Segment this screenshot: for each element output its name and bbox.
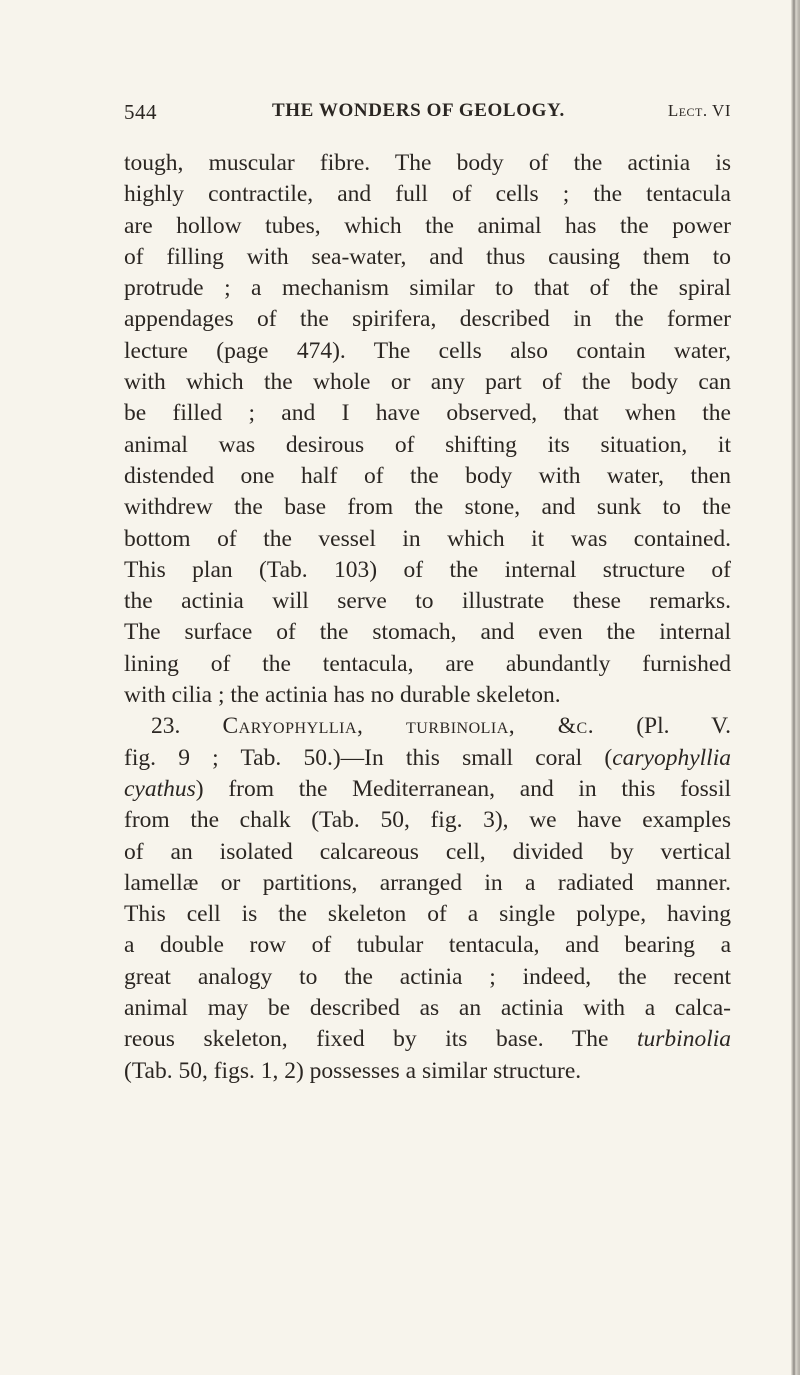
text-line: be filled ; and I have observed, that when the bbox=[124, 400, 731, 427]
page-edge bbox=[791, 0, 800, 1375]
section-heading-line: 23. Caryophyllia, turbinolia, &c. (Pl. V. bbox=[151, 713, 731, 740]
text-line: distended one half of the body with water, then bbox=[124, 462, 731, 489]
italic-term: caryophyllia bbox=[612, 744, 731, 771]
text-line: fig. 9 ; Tab. 50.)—In this small coral (caryophyllia bbox=[124, 744, 731, 771]
running-header bbox=[124, 100, 731, 140]
section-heading: Caryophyllia, turbinolia, &c. bbox=[222, 713, 595, 740]
text-line: are hollow tubes, which the animal has the power bbox=[124, 212, 731, 239]
text-line: with cilia ; the actinia has no durable skeleton. bbox=[124, 682, 561, 709]
text-line: appendages of the spirifera, described in the former bbox=[124, 306, 731, 333]
text-line: of filling with sea-water, and thus causing them to bbox=[124, 243, 731, 270]
text-line: bottom of the vessel in which it was contained. bbox=[124, 525, 731, 552]
text-line: the actinia will serve to illustrate these remarks. bbox=[124, 588, 731, 615]
text-line: (Tab. 50, figs. 1, 2) possesses a similar structure. bbox=[124, 1057, 582, 1084]
text-line: a double row of tubular tentacula, and bearing a bbox=[124, 932, 731, 959]
text-line: protrude ; a mechanism similar to that of the spiral bbox=[124, 275, 731, 302]
italic-term: cyathus bbox=[124, 775, 196, 802]
text-line: animal was desirous of shifting its situation, it bbox=[124, 431, 731, 458]
text-line: highly contractile, and full of cells ; the tentacula bbox=[124, 181, 731, 208]
text-line: of an isolated calcareous cell, divided by vertical bbox=[124, 838, 731, 865]
lecture-label: Lect. VI bbox=[667, 101, 731, 120]
text-line: animal may be described as an actinia with a calca- bbox=[124, 995, 731, 1022]
text-line: lecture (page 474). The cells also contain water, bbox=[124, 337, 731, 364]
text-line: reous skeleton, fixed by its base. The turbinolia bbox=[124, 1026, 731, 1053]
text-line: The surface of the stomach, and even the internal bbox=[124, 619, 731, 646]
text-line: tough, muscular fibre. The body of the actinia is bbox=[124, 150, 731, 176]
text-line: withdrew the base from the stone, and sunk to the bbox=[124, 494, 731, 521]
running-title: THE WONDERS OF GEOLOGY. bbox=[272, 100, 565, 121]
text-line: lining of the tentacula, are abundantly furnished bbox=[124, 650, 731, 677]
text-line: from the chalk (Tab. 50, fig. 3), we have examples bbox=[124, 807, 731, 834]
italic-term: turbinolia bbox=[636, 1026, 731, 1053]
page-number: 544 bbox=[124, 100, 157, 124]
text-line: with which the whole or any part of the body can bbox=[124, 369, 731, 396]
text-line: lamellæ or partitions, arranged in a radiated manner. bbox=[124, 869, 731, 896]
text-line: cyathus) from the Mediterranean, and in this fossil bbox=[124, 775, 731, 802]
text-line: This cell is the skeleton of a single polype, having bbox=[124, 901, 731, 928]
text-line: great analogy to the actinia ; indeed, the recent bbox=[124, 963, 731, 990]
body-text bbox=[124, 148, 731, 1087]
text-line: This plan (Tab. 103) of the internal structure of bbox=[124, 556, 731, 583]
